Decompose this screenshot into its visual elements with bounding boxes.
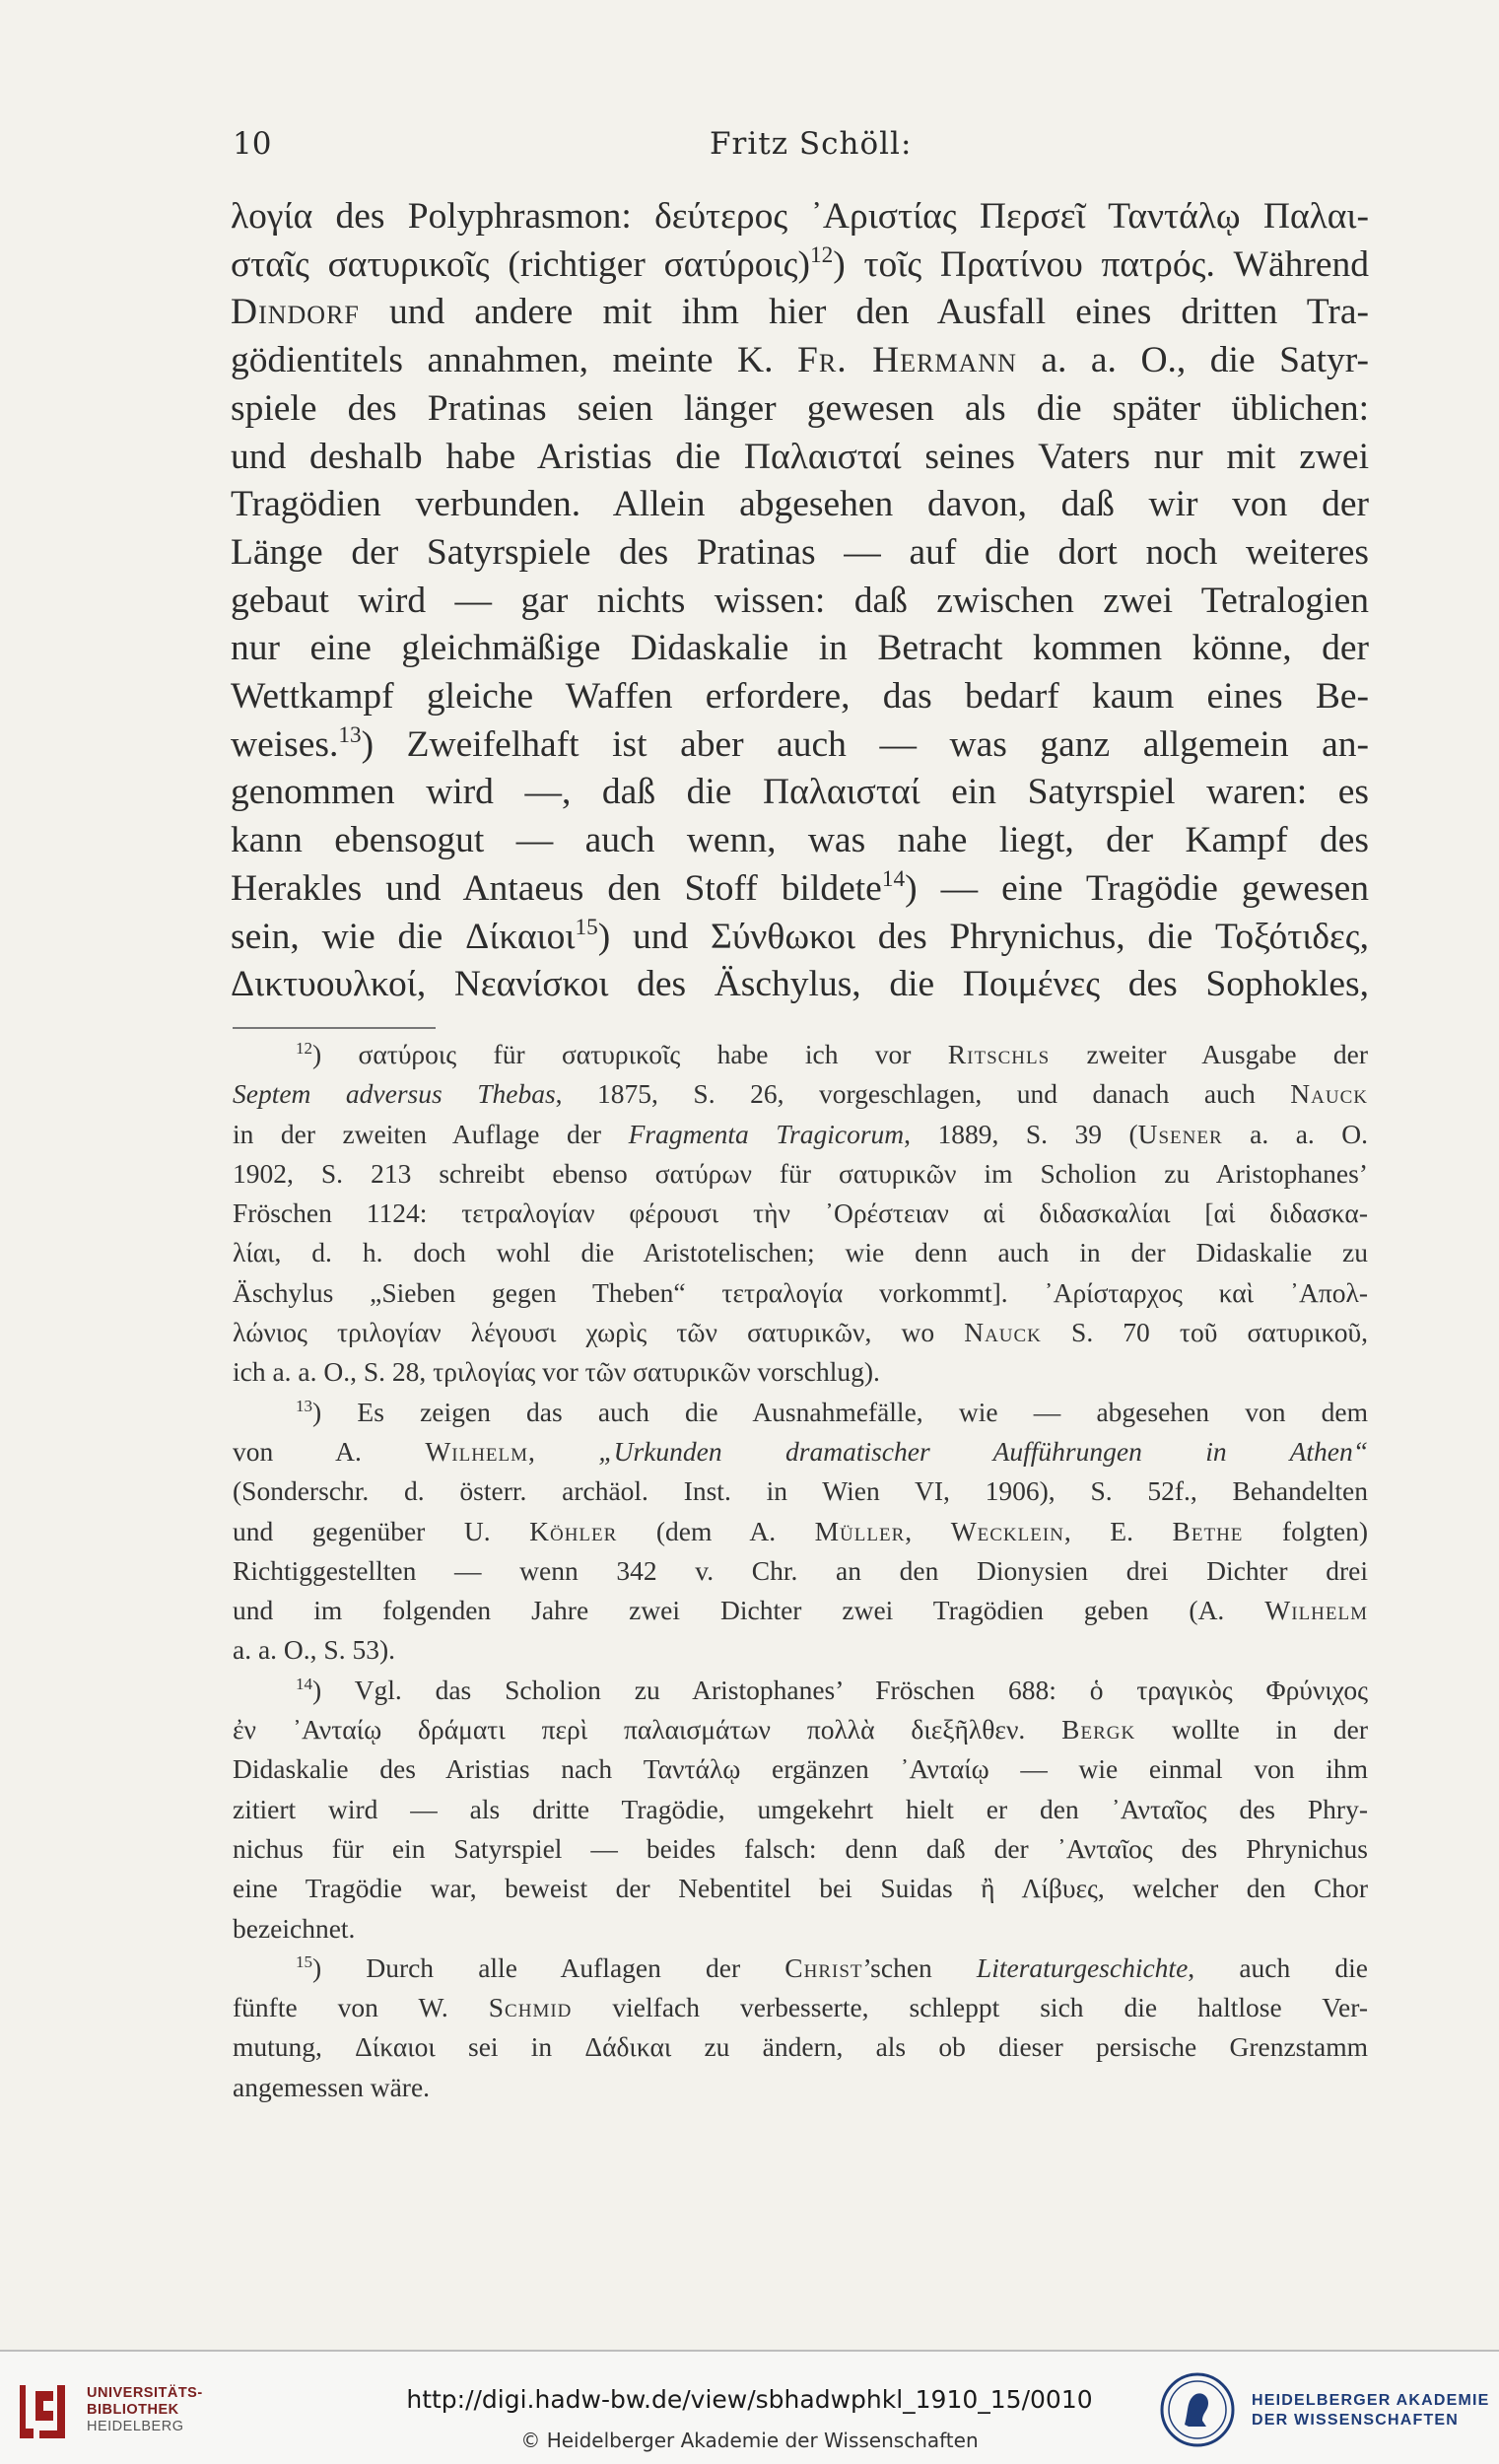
- footnote-line: Septem adversus Thebas, 1875, S. 26, vorgeschlagen, und danach auch Nauck: [233, 1078, 1368, 1110]
- page-header: [0, 126, 1499, 175]
- running-title: Fritz Schöll:: [710, 126, 913, 162]
- text-line: gödientitels annahmen, meinte K. Fr. Hermann a. a. O., die Satyr-: [231, 340, 1370, 381]
- text-line: spiele des Pratinas seien länger gewesen als die später üblichen:: [231, 387, 1369, 429]
- footnote-ref: 14: [881, 865, 906, 892]
- footnote-line: und im folgenden Jahre zwei Dichter zwei Tragödien geben (A. Wilhelm: [233, 1595, 1368, 1626]
- footnote-line: a. a. O., S. 53).: [233, 1634, 395, 1666]
- page-footer: [0, 2350, 1499, 2464]
- footnote-line: eine Tragödie war, beweist der Nebentitel bei Suidas ἢ Λίβυες, welcher den Chor: [233, 1873, 1368, 1904]
- text-line: Dindorf und andere mit ihm hier den Ausfall eines dritten Tra-: [231, 292, 1369, 333]
- footnote-line: λώνιος τριλογίαν λέγουσι χωρὶς τῶν σατυρικῶν, wo Nauck S. 70 τοῦ σατυρικοῦ,: [233, 1317, 1368, 1348]
- text-line: und deshalb habe Aristias die Παλαισταί seines Vaters nur mit zwei: [231, 436, 1369, 477]
- footnote-line: und gegenüber U. Köhler (dem A. Müller, Wecklein, E. Bethe folgten): [233, 1515, 1368, 1546]
- author-name: Dindorf: [231, 292, 360, 333]
- footnote-line: nichus für ein Satyrspiel — beides falsch: denn daß der ᾿Ανταῖος des Phrynichus: [233, 1832, 1368, 1864]
- text-line: λογία des Polyphrasmon: δεύτερος ᾿Αριστίας Περσεῖ Ταντάλῳ Παλαι-: [231, 196, 1369, 237]
- text-line: Länge der Satyrspiele des Pratinas — auf die dort noch weiteres: [231, 531, 1369, 573]
- academy-name: HEIDELBERGER AKADEMIE DER WISSENSCHAFTEN: [1252, 2392, 1490, 2429]
- text-line: genommen wird —, daß die Παλαισταί ein Satyrspiel waren: es: [231, 772, 1369, 813]
- footnote-line: Didaskalie des Aristias nach Ταντάλῳ ergänzen ᾿Ανταίῳ — wie einmal von ihm: [233, 1753, 1368, 1785]
- footnote-line: mutung, Δίκαιοι sei in Δάδικαι zu ändern, als ob dieser persische Grenzstamm: [233, 2031, 1368, 2063]
- footnote-line: zitiert wird — als dritte Tragödie, umgekehrt hielt er den ᾿Ανταῖος des Phry-: [233, 1793, 1368, 1824]
- footnote-line: ich a. a. O., S. 28, τριλογίας vor τῶν σατυρικῶν vorschlug).: [233, 1356, 880, 1388]
- text-line: kann ebensogut — auch wenn, was nahe liegt, der Kampf des: [231, 820, 1369, 861]
- text-line: sein, wie die Δίκαιοι$^{15}$) und Σύνθωκοι des Phrynichus, die Τοξότιδες,: [231, 914, 1369, 957]
- footnote-line: $^{12}$) σατύροις für σατυρικοῖς habe ich vor Ritschls zweiter Ausgabe der: [296, 1038, 1368, 1069]
- text-line: σταῖς σατυρικοῖς (richtiger σατύροις)$^{12}$) τοῖς Πρατίνου πατρός. Während: [231, 241, 1369, 285]
- main-text: [231, 193, 1369, 1009]
- footnote-marker: 15: [296, 1951, 313, 1971]
- footnote-marker: 14: [296, 1674, 313, 1693]
- footnote-line: (Sonderschr. d. österr. archäol. Inst. in Wien VI, 1906), S. 52f., Behandelten: [233, 1475, 1368, 1507]
- text-line: gebaut wird — gar nichts wissen: daß zwischen zwei Tetralogien: [231, 580, 1369, 621]
- text-line: Wettkampf gleiche Waffen erfordere, das bedarf kaum eines Be-: [231, 676, 1369, 718]
- footnote-ref: 13: [338, 721, 362, 748]
- footnote-marker: 12: [296, 1038, 313, 1058]
- footnote-marker: 13: [296, 1396, 313, 1415]
- footnote-line: bezeichnet.: [233, 1912, 356, 1944]
- footnote-line: $^{13}$) Es zeigen das auch die Ausnahmefälle, wie — abgesehen von dem: [296, 1396, 1368, 1427]
- page-number: 10: [233, 126, 272, 162]
- footnote-line: $^{15}$) Durch alle Auflagen der Christ’schen Literaturgeschichte, auch die: [296, 1951, 1368, 1983]
- text-line: Tragödien verbunden. Allein abgesehen davon, daß wir von der: [231, 484, 1369, 525]
- text-line: weises.$^{13}$) Zweifelhaft ist aber auch — was ganz allgemein an-: [231, 721, 1369, 765]
- footnotes: [233, 1035, 1368, 2107]
- footnote-line: fünfte von W. Schmid vielfach verbesserte, schleppt sich die haltlose Ver-: [233, 1992, 1368, 2023]
- copyright-notice: © Heidelberger Akademie der Wissenschaften: [520, 2429, 979, 2452]
- footnote-line: 1902, S. 213 schreibt ebenso σατύρων für σατυρικῶν im Scholion zu Aristophanes’: [233, 1157, 1368, 1189]
- footnote-line: in der zweiten Auflage der Fragmenta Tragicorum, 1889, S. 39 (Usener a. a. O.: [233, 1118, 1368, 1149]
- text-line: nur eine gleichmäßige Didaskalie in Betracht kommen könne, der: [231, 628, 1369, 669]
- footnote-line: Richtiggestellten — wenn 342 v. Chr. an den Dionysien drei Dichter drei: [233, 1554, 1368, 1586]
- university-library-name: UNIVERSITÄTS- BIBLIOTHEK HEIDELBERG: [87, 2385, 203, 2434]
- footnote-line: von A. Wilhelm, „Urkunden dramatischer Aufführungen in Athen“: [233, 1435, 1369, 1467]
- source-url-link[interactable]: http://digi.hadw-bw.de/view/sbhadwphkl_1910_15/0010: [406, 2385, 1093, 2414]
- footnote-line: ἐν ᾿Ανταίῳ δράματι περὶ παλαισμάτων πολλὰ διεξῆλθεν. Bergk wollte in der: [233, 1714, 1368, 1745]
- footnote-line: Fröschen 1124: τετραλογίαν φέρουσι τὴν ᾿Ορέστειαν αἱ διδασκαλίαι [αἱ διδασκα-: [233, 1198, 1368, 1229]
- footnote-ref: 12: [809, 241, 834, 268]
- text-line: Herakles und Antaeus den Stoff bildete$^{14}$) — eine Tragödie gewesen: [231, 865, 1369, 909]
- footnote-line: $^{14}$) Vgl. das Scholion zu Aristophanes’ Fröschen 688: ὁ τραγικὸς Φρύνιχος: [296, 1674, 1368, 1705]
- author-name: Fr. Hermann: [797, 340, 1017, 381]
- footnote-ref: 15: [575, 914, 598, 940]
- academy-seal-icon: [1159, 2371, 1236, 2448]
- footnote-divider: [233, 1027, 436, 1029]
- footnote-line: Äschylus „Sieben gegen Theben“ τετραλογία vorkommt]. ᾿Αρίσταρχος καὶ ᾿Απολ-: [233, 1276, 1368, 1308]
- footnote-line: λίαι, d. h. doch wohl die Aristotelischen; wie denn auch in der Didaskalie zu: [233, 1237, 1368, 1268]
- text-line: Δικτυουλκοί, Νεανίσκοι des Äschylus, die Ποιμένες des Sophokles,: [231, 964, 1369, 1005]
- footnote-line: angemessen wäre.: [233, 2071, 431, 2102]
